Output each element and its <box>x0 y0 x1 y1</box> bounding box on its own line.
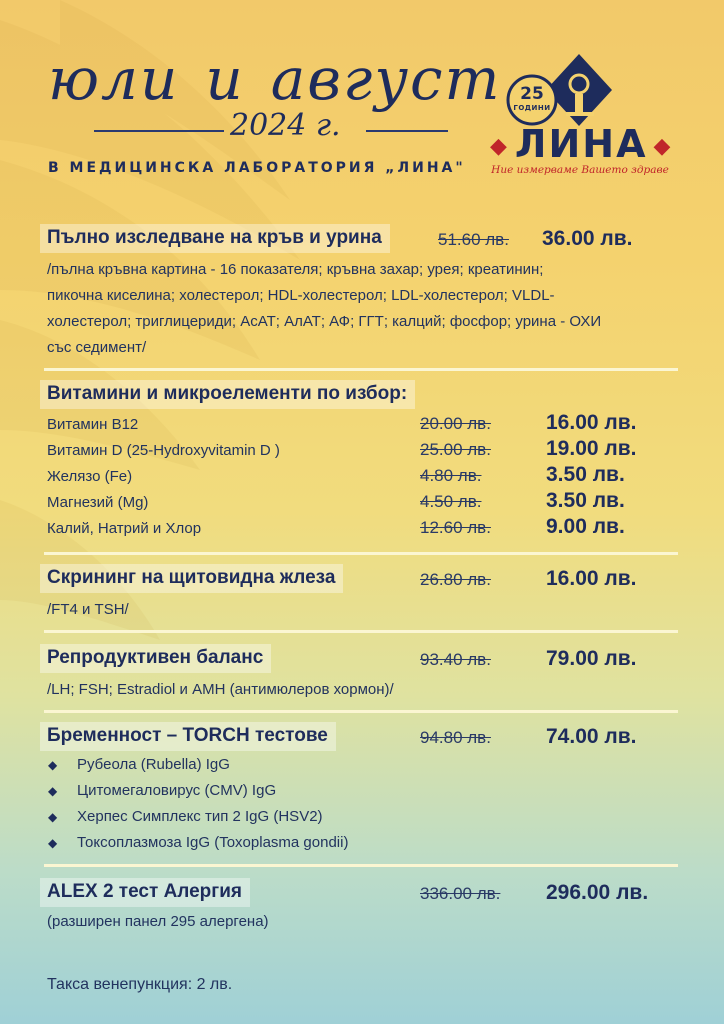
new-price: 79.00 лв. <box>546 647 637 670</box>
logo-tagline: Ние измерваме Вашето здраве <box>491 164 669 176</box>
title-word-august: август <box>270 45 502 113</box>
year-rule-left <box>94 130 224 132</box>
old-price: 4.50 лв. <box>420 492 482 511</box>
logo-diamond-icon: ◆ <box>490 134 509 159</box>
page-title <box>48 45 502 113</box>
new-price: 16.00 лв. <box>546 411 637 434</box>
new-price: 74.00 лв. <box>546 725 637 748</box>
old-price: 12.60 лв. <box>420 518 491 537</box>
divider <box>44 710 678 713</box>
old-price: 336.00 лв. <box>420 884 501 903</box>
section-title: Пълно изследване на кръв и урина <box>40 224 390 253</box>
section-description: /FT4 и TSH/ <box>47 601 129 618</box>
section-description: /LH; FSH; Estradiol и AMH (антимюлеров хормон)/ <box>47 681 394 698</box>
description-line: пикочна киселина; холестерол; HDL-холестерол; LDL-холестерол; VLDL- <box>47 287 555 304</box>
logo-brand <box>484 122 674 166</box>
divider <box>44 864 678 867</box>
diamond-icon: ◆ <box>48 784 58 798</box>
section-title: ALEX 2 тест Алергия <box>40 878 250 907</box>
divider <box>44 552 678 555</box>
logo-brand-text: ЛИНА <box>514 122 648 166</box>
new-price: 19.00 лв. <box>546 437 637 460</box>
section-description: (разширен панел 295 алергена) <box>47 913 269 930</box>
list-item: Рубеола (Rubella) IgG <box>77 756 230 773</box>
venipuncture-fee-note: Такса венепункция: 2 лв. <box>47 976 233 993</box>
year-text: 2024 г. <box>230 108 341 143</box>
list-item-name: Желязо (Fe) <box>47 468 133 485</box>
subtitle: В МЕДИЦИНСКА ЛАБОРАТОРИЯ „ЛИНА" <box>48 160 466 176</box>
new-price: 16.00 лв. <box>546 567 637 590</box>
old-price: 94.80 лв. <box>420 728 491 747</box>
new-price: 3.50 лв. <box>546 463 625 486</box>
section-title: Бременност – TORCH тестове <box>40 722 336 751</box>
section-title: Витамини и микроелементи по избор: <box>40 380 415 409</box>
old-price: 25.00 лв. <box>420 440 491 459</box>
description-line: със седимент/ <box>47 339 147 356</box>
logo-years-number: 25 <box>520 84 544 104</box>
list-item: Цитомегаловирус (CMV) IgG <box>77 782 277 799</box>
description-line: холестерол; триглицериди; АсАТ; АлАТ; АФ; ГГТ; калций; фосфор; урина - ОХИ <box>47 313 602 330</box>
description-line: /пълна кръвна картина - 16 показателя; кръвна захар; урея; креатинин; <box>47 261 544 278</box>
section-description <box>47 257 677 361</box>
old-price: 20.00 лв. <box>420 414 491 433</box>
divider <box>44 368 678 371</box>
list-item-name: Калий, Натрий и Хлор <box>47 520 202 537</box>
year-rule-right <box>366 130 448 132</box>
lina-logo <box>484 50 684 190</box>
logo-years-text: ГОДИНИ <box>513 104 551 112</box>
old-price: 93.40 лв. <box>420 650 491 669</box>
list-item-name: Магнезий (Mg) <box>47 494 149 511</box>
old-price: 4.80 лв. <box>420 466 482 485</box>
section-title: Репродуктивен баланс <box>40 644 271 673</box>
diamond-icon: ◆ <box>48 758 58 772</box>
list-item: Херпес Симплекс тип 2 IgG (HSV2) <box>77 808 323 825</box>
diamond-icon: ◆ <box>48 836 58 850</box>
old-price: 26.80 лв. <box>420 570 491 589</box>
old-price: 51.60 лв. <box>438 230 509 249</box>
year-line <box>48 108 448 148</box>
new-price: 9.00 лв. <box>546 515 625 538</box>
new-price: 296.00 лв. <box>546 881 649 904</box>
new-price: 3.50 лв. <box>546 489 625 512</box>
list-item-name: Витамин D (25-Hydroxyvitamin D ) <box>47 442 280 459</box>
title-word-july: юли <box>48 45 180 113</box>
list-item-name: Витамин B12 <box>47 416 139 433</box>
title-word-and: и <box>205 45 245 113</box>
divider <box>44 630 678 633</box>
section-title: Скрининг на щитовидна жлеза <box>40 564 343 593</box>
list-item: Токсоплазмоза IgG (Toxoplasma gondii) <box>77 834 349 851</box>
logo-diamond-icon: ◆ <box>653 134 673 159</box>
new-price: 36.00 лв. <box>542 227 633 250</box>
diamond-icon: ◆ <box>48 810 58 824</box>
